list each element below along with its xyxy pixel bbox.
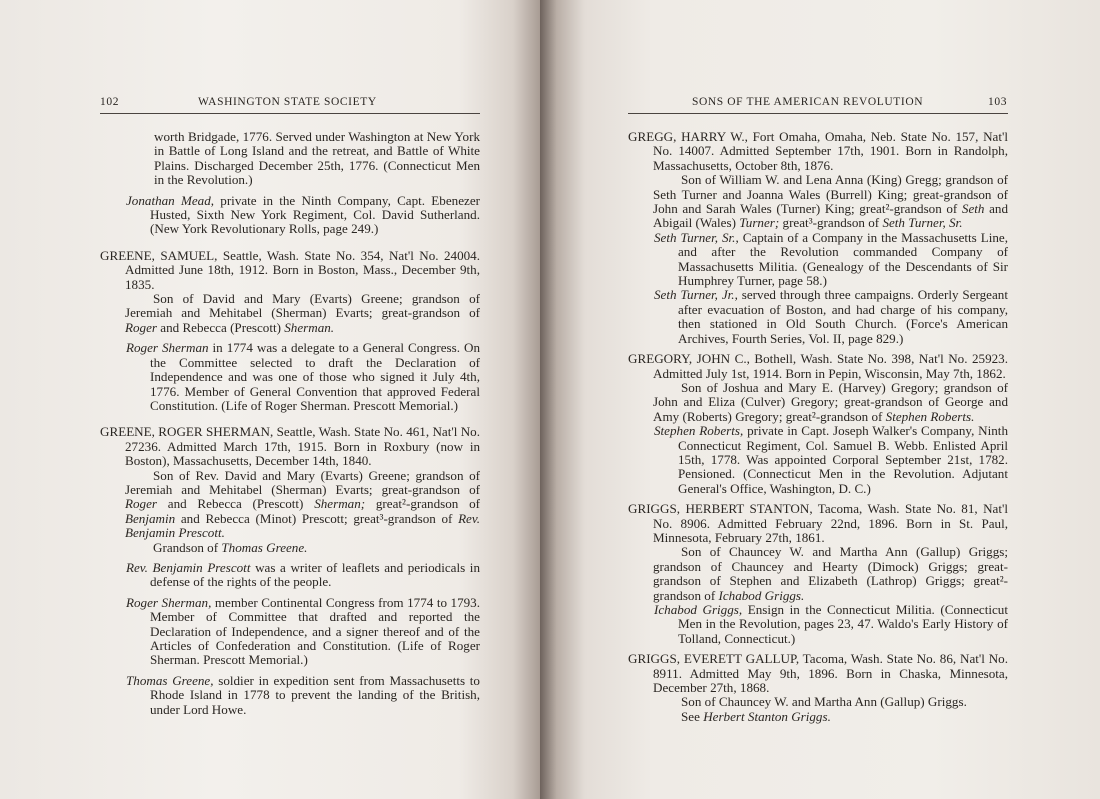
entry-heading: GREENE, ROGER SHERMAN, Seattle, Wash. State No. 461, Nat'l No. 27236. Admitted March 17th, 1915. Born in Roxbury (now in Boston), Massachusetts, December 14th, 1840. [100,424,480,469]
continued-paragraph: worth Bridgade, 1776. Served under Washington at New York in Battle of Long Island and the retreat, and Battle of White Plains. Discharged December 25th, 1776. (Connecticut Men in the Revolution.) [154,129,480,188]
entry-heading: GREGG, HARRY W., Fort Omaha, Omaha, Neb. State No. 157, Nat'l No. 14007. Admitted September 17th, 1901. Born in Randolph, Massachusetts, October 8th, 1876. [628,129,1008,173]
ancestor-note: Roger Sherman in 1774 was a delegate to a General Congress. On the Committee selected to draft the Declaration of Independence and was one of those who signed it July 4th, 1776. Member of General Convention that approved Federal Constitution. (Life of Roger Sherman. Prescott Memorial.) [126,340,481,413]
lineage-paragraph: Son of Chauncey W. and Martha Ann (Gallup) Griggs. [681,694,967,710]
ancestor-note: Rev. Benjamin Prescott was a writer of leaflets and periodicals in defense of the rights of the people. [126,559,480,590]
running-head: SONS OF THE AMERICAN REVOLUTION [692,96,924,108]
lineage-paragraph: Son of Joshua and Mary E. (Harvey) Gregory; grandson of John and Eliza (Culver) Gregory; great-grandson of George and Amy (Roberts) Gregory; great²-grandson of Stephen Roberts. [653,379,1008,424]
entry-heading: GRIGGS, HERBERT STANTON, Tacoma, Wash. State No. 81, Nat'l No. 8906. Admitted February 22nd, 1896. Born in St. Paul, Minnesota, February 27th, 1861. [628,501,1008,545]
ancestor-note: Thomas Greene, soldier in expedition sent from Massachusetts to Rhode Island in 1778 to prevent the landing of the British, under Lord Howe. [126,672,480,717]
left-page [0,0,540,799]
running-head: WASHINGTON STATE SOCIETY [198,96,377,108]
ancestor-note: Ichabod Griggs, Ensign in the Connecticut Militia. (Connecticut Men in the Revolution, pages 23, 47. Waldo's Early History of Tolland, Connecticut.) [654,602,1008,646]
page-number: 103 [988,96,1008,108]
lineage-paragraph: Son of Chauncey W. and Martha Ann (Gallup) Griggs; grandson of Chauncey and Hearty (Dimock) Griggs; great-grandson of Stephen and Elizabeth (Lathrop) Griggs; great²-grandson of Ichabod Griggs. [653,544,1008,603]
lineage-paragraph: Son of William W. and Lena Anna (King) Gregg; grandson of Seth Turner and Joanna Wales (Burrell) King; great-grandson of John and Sarah Wales (Turner) King; great²-grandson of Seth and Abigail (Wales) Turner; great³-grandson of Seth Turner, Sr. [653,172,1008,231]
lineage-paragraph: Son of Rev. David and Mary (Evarts) Greene; grandson of Jeremiah and Mehitabel (Sherman) Evarts; great-grandson of Roger and Rebecca (Prescott) Sherman; great²-grandson of Benjamin and Rebecca (Minot) Prescott; great³-grandson of Rev. Benjamin Prescott. [125,467,480,541]
header-rule [100,113,480,114]
lineage-paragraph: Son of David and Mary (Evarts) Greene; grandson of Jeremiah and Mehitabel (Sherman) Evarts; great-grandson of Roger and Rebecca (Prescott) Sherman. [125,291,480,335]
entry-heading: GREENE, SAMUEL, Seattle, Wash. State No. 354, Nat'l No. 24004. Admitted June 18th, 1912. Born in Boston, Mass., December 9th, 1835. [100,247,480,292]
left-text-column [100,130,480,717]
ancestor-note: Seth Turner, Sr., Captain of a Company in the Massachusetts Line, and after the Revolution commanded Company of Massachusetts Militia. (Genealogy of the Descendants of Sir Humphrey Turner, page 58.) [654,229,1008,289]
page-number: 102 [100,96,120,108]
ancestor-note: Jonathan Mead, private in the Ninth Company, Capt. Ebenezer Husted, Sixth New York Regiment, Col. David Sutherland. (New York Revolutionary Rolls, page 249.) [126,192,480,237]
right-page [540,0,1100,799]
header-rule [628,113,1008,114]
right-text-column [628,130,1008,724]
ancestor-note: Seth Turner, Jr., served through three campaigns. Orderly Sergeant after evacuation of Boston, and had charge of his company, then stationed in Old South Church. (Force's American Archives, Fourth Series, Vol. II, page 829.) [654,287,1008,346]
lineage-paragraph: Grandson of Thomas Greene. [153,539,308,555]
ancestor-note: Stephen Roberts, private in Capt. Joseph Walker's Company, Ninth Connecticut Regiment, Col. Samuel B. Webb. Enlisted April 15th, 1778. Was appointed Corporal September 21st, 1782. Pensioned. (Connecticut Men in the Revolution. Adjutant General's Office, Washington, D. C.) [654,423,1008,496]
ancestor-note: Roger Sherman, member Continental Congress from 1774 to 1793. Member of Committee that drafted and reported the Declaration of Independence, and a signer thereof and of the Articles of Confederation and Constitution. (Life of Roger Sherman. Prescott Memorial.) [126,594,480,668]
see-reference: See Herbert Stanton Griggs. [681,708,831,724]
entry-heading: GREGORY, JOHN C., Bothell, Wash. State No. 398, Nat'l No. 25923. Admitted July 1st, 1914. Born in Pepin, Wisconsin, May 7th, 1862. [628,351,1008,381]
entry-heading: GRIGGS, EVERETT GALLUP, Tacoma, Wash. State No. 86, Nat'l No. 8911. Admitted May 9th, 1896. Born in Chaska, Minnesota, December 27th, 1868. [628,651,1008,696]
